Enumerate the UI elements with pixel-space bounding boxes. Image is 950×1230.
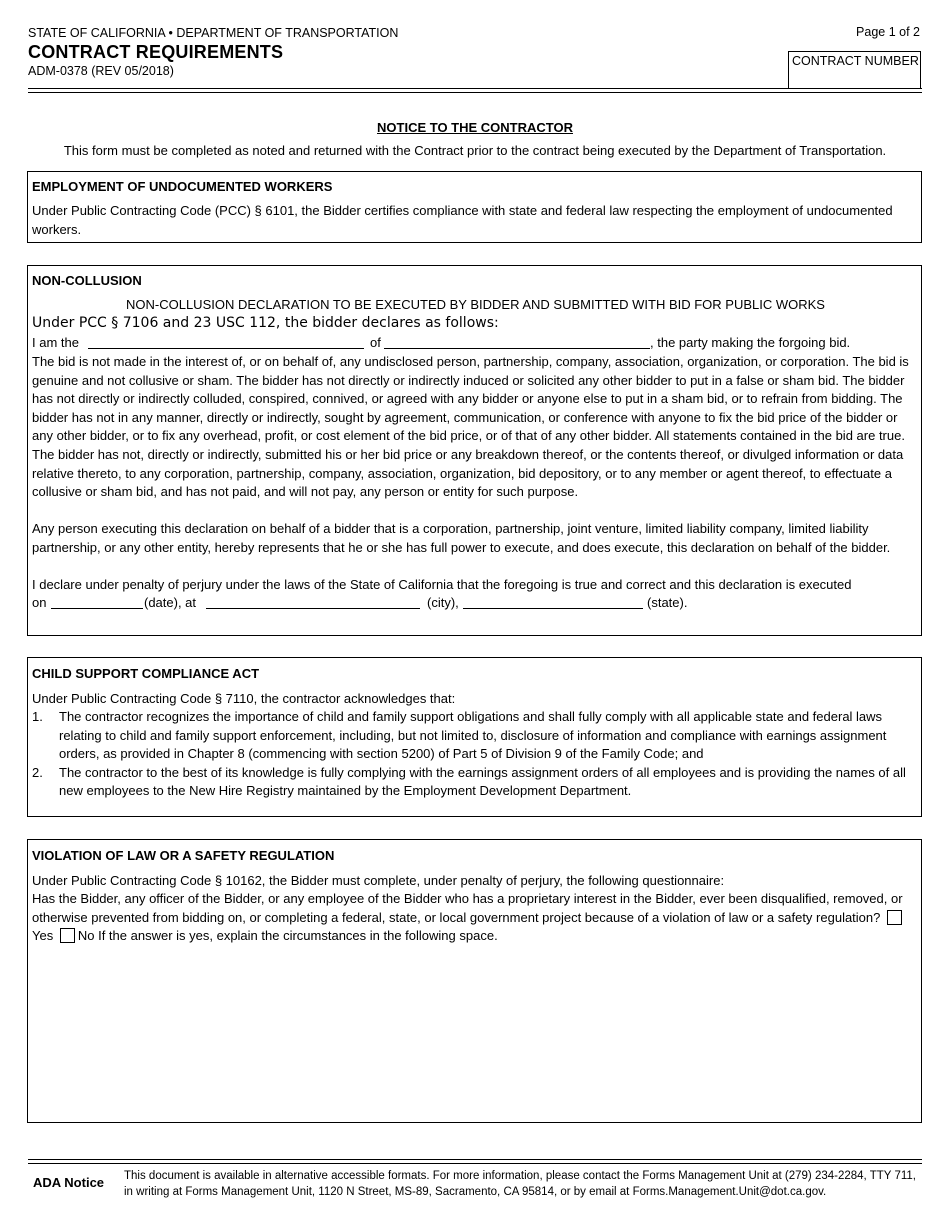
on-label: on (32, 595, 47, 610)
state-input[interactable] (463, 595, 643, 609)
section-title: NON-COLLUSION (32, 273, 142, 288)
list-item (32, 708, 917, 764)
list-item-number: 2. (32, 764, 43, 780)
declaration-subheading: Under PCC § 7106 and 23 USC 112, the bidder declares as follows: (32, 315, 499, 331)
ada-notice-text: This document is available in alternative accessible formats. For more information, please contact the Forms Management Unit at (279) 234-2284, TTY 711, in writing at Forms Management Unit, 1120 N Street, MS-89, Sacramento, CA 95814, or by email at Forms.Management.Unit@dot.ca.gov. (124, 1170, 916, 1198)
declaration-paragraph-3: I declare under penalty of perjury under the laws of the State of California that the foregoing is true and correct and this declaration is executed (32, 577, 852, 592)
ada-notice-label: ADA Notice (33, 1175, 105, 1190)
date-input[interactable] (51, 595, 143, 609)
explanation-area[interactable] (32, 948, 917, 1118)
declaration-paragraph-1: The bid is not made in the interest of, or on behalf of, any undisclosed person, partnership, company, association, organization, or corporation. The bid is genuine and not collusive or sham. The bidder has not directly or indirectly induced or solicited any other bidder to put in a false or sham bid. The bidder has not directly or indirectly colluded, conspired, connived, or agreed with any bidder or anyone else to put in a sham bid, or to refrain from bidding. The bidder has not in any manner, directly or indirectly, sought by agreement, communication, or conference with anyone to fix the bid price of the bidder or any other bidder, or to fix any overhead, profit, or cost element of the bid price, or of that of any other bidder. All statements contained in the bid are true. The bidder has not, directly or indirectly, submitted his or her bid price or any breakdown thereof, or the contents thereof, or divulged information or data relative thereto, to any corporation, partnership, company, association, organization, bid depository, or to any member or agent thereof, to effectuate a collusive or sham bid, and has not paid, and will not pay, any person or entity for such purpose. (32, 354, 909, 500)
header-divider (28, 88, 922, 89)
list-item-text: The contractor recognizes the importance of child and family support obligations and shall fully comply with all applicable state and federal laws relating to child and family support enforcement, including, but not limited to, disclosure of information and compliance with earnings assignment orders, as provided in Chapter 8 (commencing with section 5200) of Part 5 of Division 9 of the Family Code; and (59, 709, 887, 762)
declarant-line (32, 335, 917, 353)
header-divider-secondary (28, 92, 922, 93)
notice-title: NOTICE TO THE CONTRACTOR (377, 120, 573, 135)
of-label: of (370, 335, 381, 350)
section-intro: Under Public Contracting Code § 7110, the contractor acknowledges that: (32, 691, 456, 706)
footer-divider-secondary (28, 1163, 922, 1164)
page-indicator: Page 1 of 2 (856, 25, 920, 39)
date-label: (date), at (144, 595, 197, 610)
footer-divider (28, 1159, 922, 1160)
followup-text: If the answer is yes, explain the circumstances in the following space. (98, 928, 498, 944)
section-undocumented-workers (27, 171, 922, 243)
declaration-paragraph-2: Any person executing this declaration on behalf of a bidder that is a corporation, partnership, joint venture, limited liability company, limited liability partnership, or any other entity, hereby represents that he or she has full power to execute, and does execute, this declaration on behalf of the bidder. (32, 521, 891, 555)
list-item-text: The contractor to the best of its knowledge is fully complying with the earnings assignment orders of all employees and is providing the names of all new employees to the New Hire Registry maintained by the Employment Development Department. (59, 764, 906, 799)
company-input[interactable] (384, 335, 650, 349)
no-checkbox[interactable] (60, 928, 75, 943)
state-label: (state). (647, 595, 688, 610)
section-body: Under Public Contracting Code (PCC) § 6101, the Bidder certifies compliance with state and federal law respecting the employment of undocumented workers. (32, 203, 893, 237)
section-intro: Under Public Contracting Code § 10162, the Bidder must complete, under penalty of perjury, the following questionnaire: (32, 873, 725, 888)
section-title: VIOLATION OF LAW OR A SAFETY REGULATION (32, 848, 335, 863)
list-item (32, 764, 917, 801)
violation-question (32, 890, 917, 946)
section-title: CHILD SUPPORT COMPLIANCE ACT (32, 666, 260, 681)
section-violation (27, 839, 922, 1123)
list-item-number: 1. (32, 709, 43, 724)
declaration-heading: NON-COLLUSION DECLARATION TO BE EXECUTED BY BIDDER AND SUBMITTED WITH BID FOR PUBLIC WORKS (126, 297, 825, 312)
title-input[interactable] (88, 335, 364, 349)
notice-body: This form must be completed as noted and returned with the Contract prior to the contract being executed by the Department of Transportation. (63, 143, 887, 158)
acknowledgement-list (32, 708, 917, 801)
question-text: Has the Bidder, any officer of the Bidder, or any employee of the Bidder who has a proprietary interest in the Bidder, ever been disqualified, removed, or otherwise prevented from bidding on, or completing a federal, state, or local government project because of a violation of law or a safety regulation? (32, 891, 903, 925)
agency-name: STATE OF CALIFORNIA • DEPARTMENT OF TRANSPORTATION (28, 26, 399, 40)
yes-checkbox[interactable] (887, 910, 902, 925)
section-title: EMPLOYMENT OF UNDOCUMENTED WORKERS (32, 179, 333, 194)
city-input[interactable] (206, 595, 420, 609)
party-label: , the party making the forgoing bid. (650, 335, 851, 350)
no-label: No (77, 928, 95, 944)
city-label: (city), (427, 595, 459, 610)
section-child-support (27, 657, 922, 817)
form-number: ADM-0378 (REV 05/2018) (28, 64, 174, 78)
i-am-the-label: I am the (32, 335, 79, 350)
contract-number-field[interactable] (788, 51, 921, 88)
section-non-collusion (27, 265, 922, 636)
yes-label: Yes (32, 928, 54, 944)
execution-line (32, 595, 917, 613)
form-title: CONTRACT REQUIREMENTS (28, 42, 284, 62)
contract-number-label: CONTRACT NUMBER (792, 54, 919, 68)
